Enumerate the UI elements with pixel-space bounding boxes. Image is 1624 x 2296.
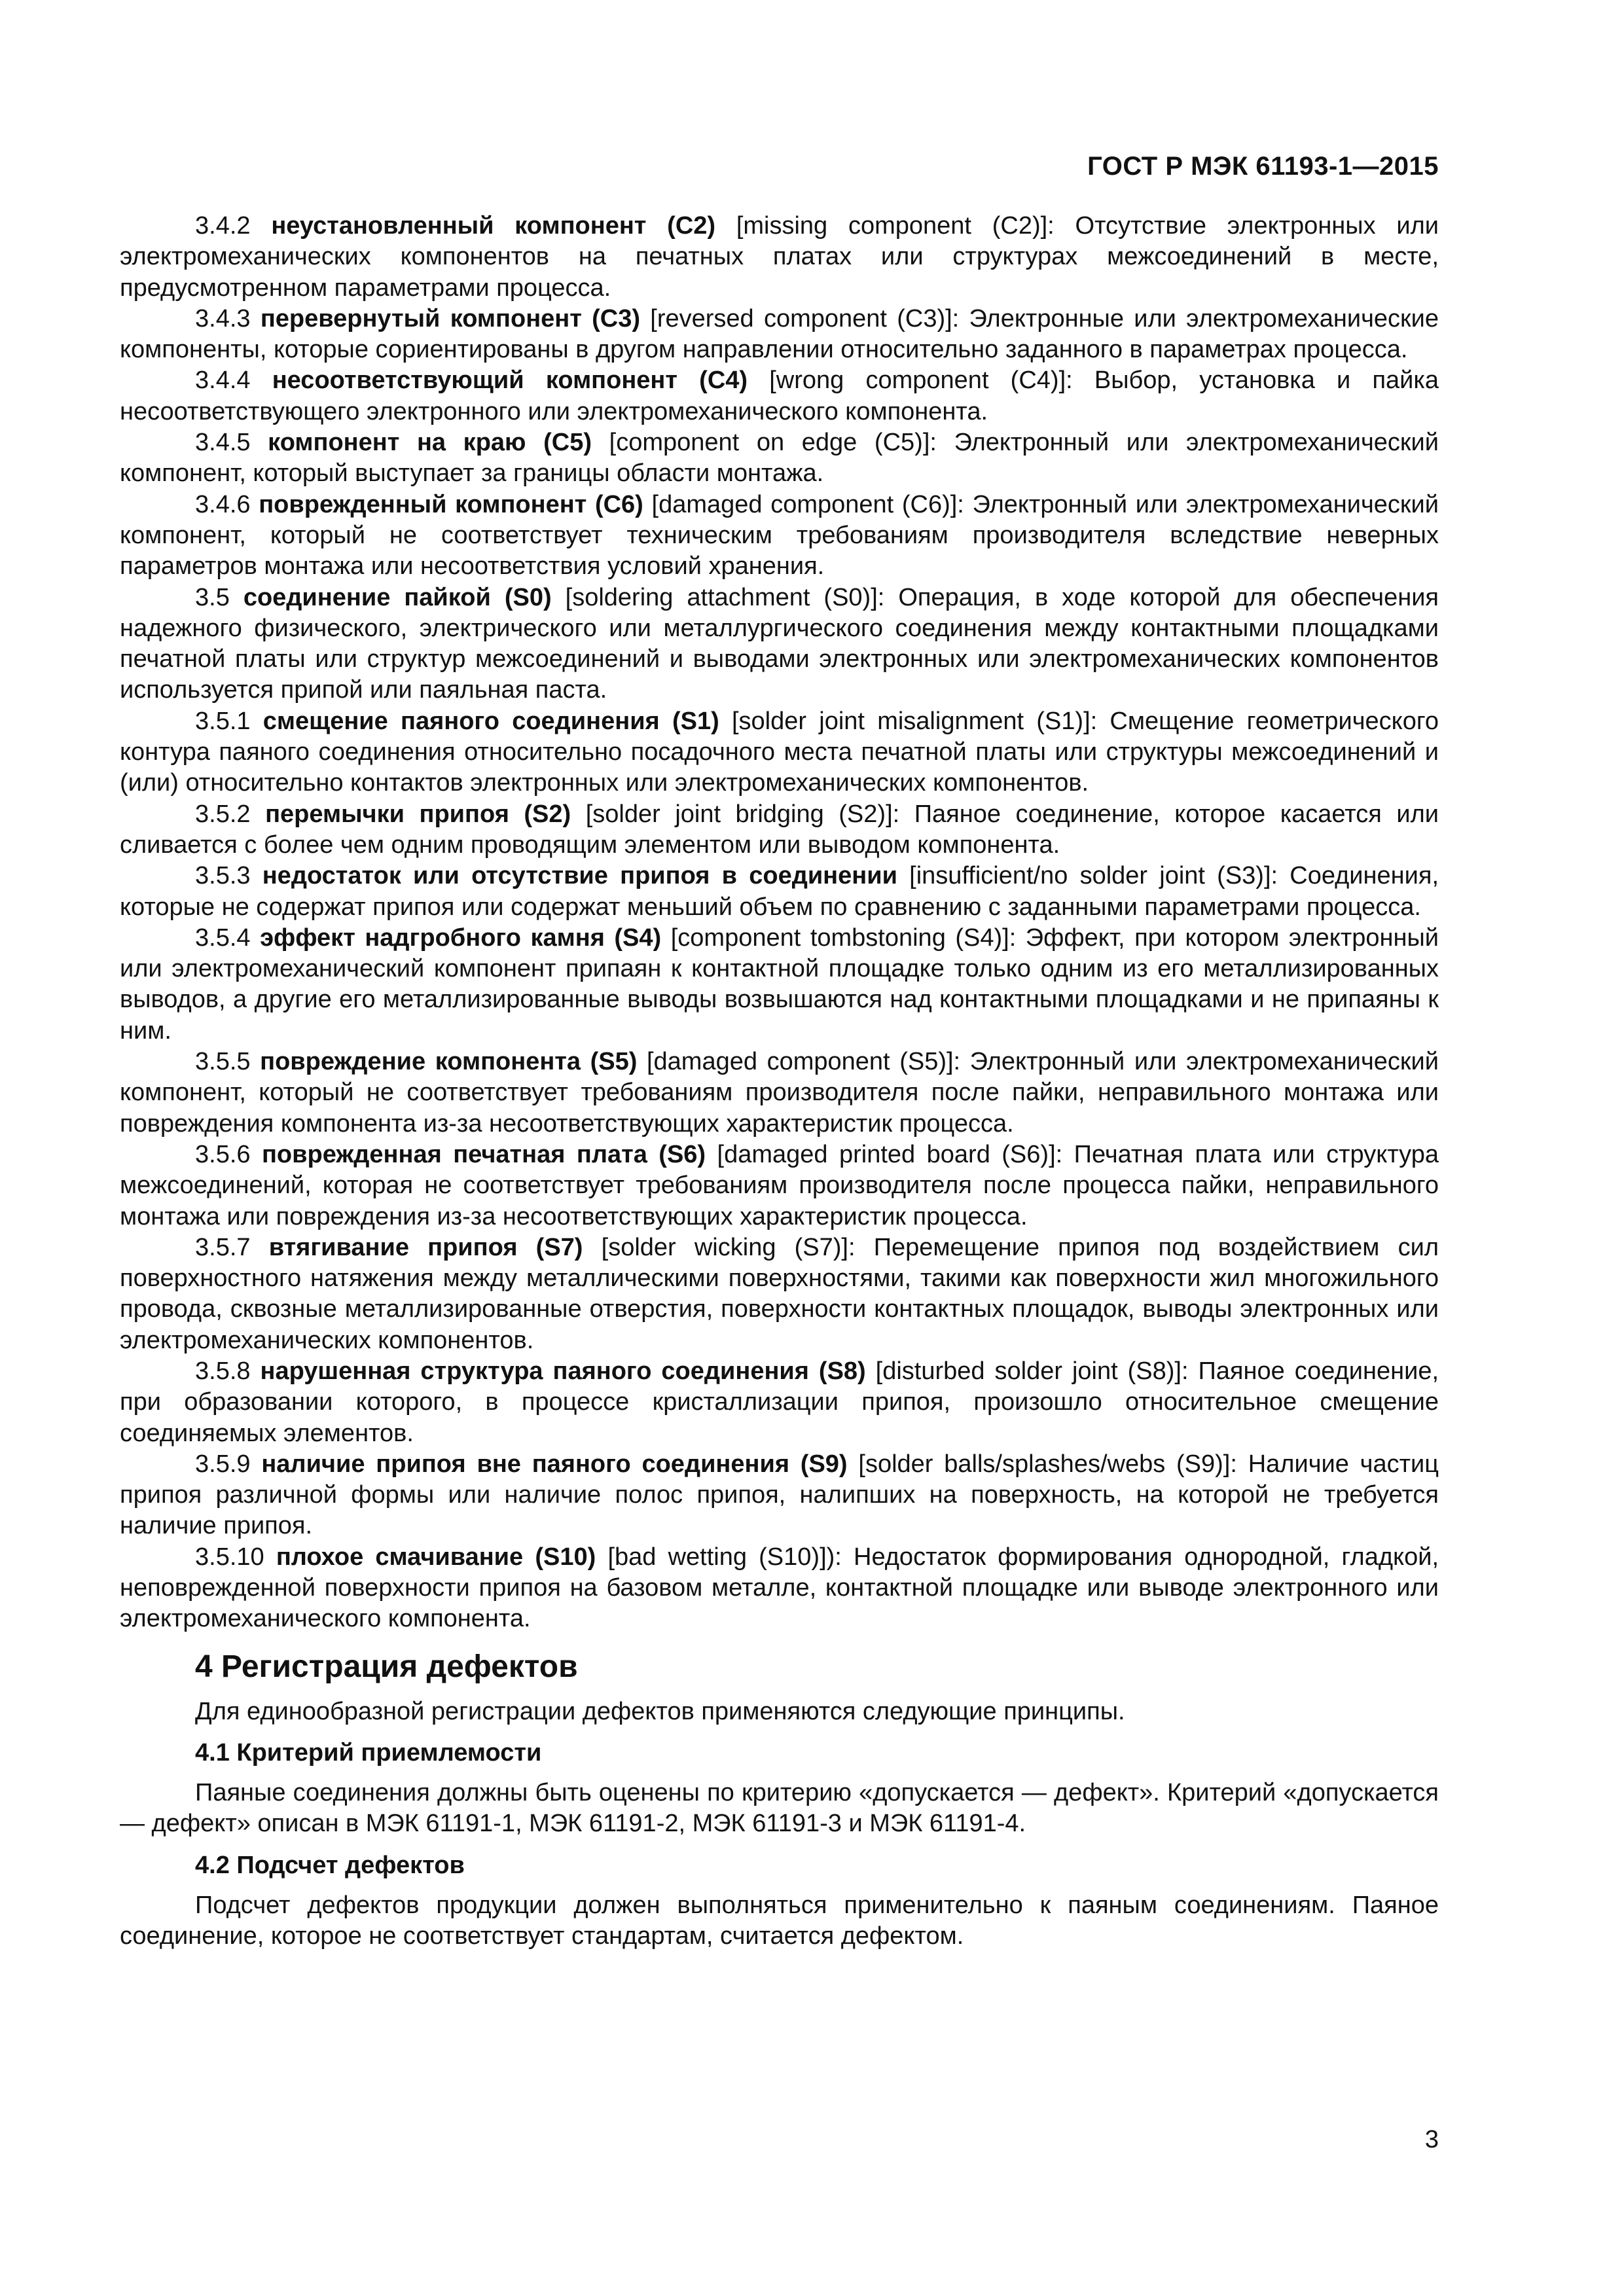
definition-entry [120, 1356, 1439, 1449]
entry-term: перевернутый компонент (С3) [260, 304, 640, 332]
definition-entry [120, 365, 1439, 427]
entry-number: 3.4.5 [195, 429, 251, 457]
page-number: 3 [1424, 2126, 1439, 2153]
entry-term: плохое смачивание (S10) [276, 1543, 596, 1571]
definition-entry [120, 583, 1439, 706]
entry-term: повреждение компонента (S5) [260, 1048, 638, 1076]
entry-term: неустановленный компонент (С2) [271, 212, 716, 240]
entry-number: 3.5.1 [195, 707, 251, 735]
entry-number: 3.5.5 [195, 1048, 251, 1076]
entry-text: [solder wicking (S7)]: Перемещение припоя под воздействием сил поверхностного натяжения между металлическими поверхностями, такими как поверхности жил многожильного провода, сквозные металлизированные отверстия, поверхности контактных площадок, выводы электронных или электромеханических компонентов. [120, 1233, 1439, 1354]
entry-number: 3.5.7 [195, 1233, 251, 1261]
document-body [120, 211, 1439, 1952]
entry-term: эффект надгробного камня (S4) [260, 924, 662, 952]
subsection-text-4-2: Подсчет дефектов продукции должен выполняться применительно к паяным соединениям. Паяное соединение, которое не соответствует стандартам, считается дефектом. [120, 1891, 1439, 1950]
entry-number: 3.4.3 [195, 304, 251, 332]
entry-number: 3.4.4 [195, 367, 251, 395]
entry-term: наличие припоя вне паяного соединения (S9) [261, 1450, 848, 1478]
entry-number: 3.5.9 [195, 1450, 251, 1478]
entry-term: смещение паяного соединения (S1) [262, 707, 719, 735]
definition-entry [120, 1139, 1439, 1232]
definition-entry [120, 211, 1439, 304]
entry-text: [component tombstoning (S4)]: Эффект, при котором электронный или электромеханический компонент припаян к контактной площадке только одним из его металлизированных выводов, а другие его металлизированные выводы возвышаются над контактными площадками и не припаяны к ним. [120, 924, 1439, 1045]
definition-entry [120, 427, 1439, 490]
entry-number: 3.5.2 [195, 800, 251, 828]
section-title: 4 Регистрация дефектов [195, 1649, 578, 1684]
entry-number: 3.5.3 [195, 862, 251, 890]
entry-text: [disturbed solder joint (S8)]: Паяное соединение, при образовании которого, в процессе кристаллизации припоя, произошло относительное смещение соединяемых элементов. [120, 1357, 1439, 1447]
entry-number: 3.5.6 [195, 1140, 251, 1168]
entry-text: [damaged component (S5)]: Электронный или электромеханический компонент, который не соответствует требованиям производителя после пайки, неправильного монтажа или повреждения компонента из-за несоответствующих характеристик процесса. [120, 1048, 1439, 1138]
entry-term: поврежденный компонент (С6) [259, 490, 643, 518]
definition-entry [120, 490, 1439, 583]
entry-number: 3.5.8 [195, 1357, 251, 1385]
definition-entry [120, 706, 1439, 799]
document-id-header: ГОСТ Р МЭК 61193-1—2015 [1087, 152, 1439, 181]
definition-entry [120, 1232, 1439, 1356]
entry-number: 3.5.10 [195, 1543, 264, 1571]
entry-term: несоответствующий компонент (С4) [272, 367, 748, 395]
definition-entry [120, 304, 1439, 366]
entry-term: нарушенная структура паяного соединения (S8) [260, 1357, 866, 1385]
entry-term: компонент на краю (С5) [268, 429, 592, 457]
entry-text: [soldering attachment (S0)]: Операция, в ходе которой для обеспечения надежного физического, электрического или металлургического соединения между контактными площадками печатной платы или структур межсоединений и выводами электронных или электромеханических компонентов используется припой или паяльная паста. [120, 583, 1439, 704]
entry-text: [reversed component (C3)]: Электронные или электромеханические компоненты, которые сориентированы в другом направлении относительно заданного в параметрах процесса. [120, 304, 1439, 364]
entry-text: [component on edge (C5)]: Электронный или электромеханический компонент, который выступает за границы области монтажа. [120, 429, 1439, 488]
entry-term: недостаток или отсутствие припоя в соединении [262, 862, 897, 890]
entry-text: [damaged component (C6)]: Электронный или электромеханический компонент, который не соответствует техническим требованиям производителя вследствие неверных параметров монтажа или несоответствия условий хранения. [120, 490, 1439, 581]
entry-text: [damaged printed board (S6)]: Печатная плата или структура межсоединений, которая не соответствует требованиям производителя после процесса пайки, неправильного монтажа или повреждения из-за несоответствующих характеристик процесса. [120, 1140, 1439, 1230]
entry-text: [solder joint bridging (S2)]: Паяное соединение, которое касается или сливается с более чем одним проводящим элементом или выводом компонента. [120, 800, 1439, 859]
entry-text: [bad wetting (S10)]): Недостаток формирования однородной, гладкой, неповрежденной поверхности припоя на базовом металле, контактной площадке или выводе электронного или электромеханического компонента. [120, 1543, 1439, 1633]
entry-number: 3.5 [195, 583, 230, 611]
subsection-text-4-1: Паяные соединения должны быть оценены по критерию «допускается — дефект». Критерий «допускается — дефект» описан в МЭК 61191-1, МЭК 61191-2, МЭК 61191-3 и МЭК 61191-4. [120, 1778, 1439, 1838]
definition-entry [120, 861, 1439, 923]
entry-text: [missing component (C2)]: Отсутствие электронных или электромеханических компонентов на печатных платах или структурах межсоединений в месте, предусмотренном параметрами процесса. [120, 212, 1439, 302]
entry-term: поврежденная печатная плата (S6) [261, 1140, 706, 1168]
definition-entry [120, 923, 1439, 1047]
subsection-title-4-2: 4.2 Подсчет дефектов [195, 1851, 465, 1879]
entry-number: 3.4.2 [195, 212, 251, 240]
entry-term: втягивание припоя (S7) [268, 1233, 583, 1261]
definition-entry [120, 1449, 1439, 1542]
definition-entry [120, 1542, 1439, 1635]
entry-text: [wrong component (C4)]: Выбор, установка и пайка несоответствующего электронного или электромеханического компонента. [120, 367, 1439, 425]
entry-number: 3.5.4 [195, 924, 251, 952]
definition-entry [120, 1047, 1439, 1139]
entry-number: 3.4.6 [195, 490, 251, 518]
entry-text: [insufficient/no solder joint (S3)]: Соединения, которые не содержат припоя или содержат меньший объем по сравнению с заданными параметрами процесса. [120, 862, 1439, 921]
entry-text: [solder joint misalignment (S1)]: Смещение геометрического контура паяного соединения относительно посадочного места печатной платы или структуры межсоединений и (или) относительно контактов электронных или электромеханических компонентов. [120, 707, 1439, 797]
definition-entry [120, 799, 1439, 861]
entry-term: соединение пайкой (S0) [243, 583, 552, 611]
entry-text: [solder balls/splashes/webs (S9)]: Наличие частиц припоя различной формы или наличие полос припоя, налипших на поверхность, на которой не требуется наличие припоя. [120, 1450, 1439, 1540]
section-intro: Для единообразной регистрации дефектов применяются следующие принципы. [195, 1697, 1125, 1725]
definitions-list [120, 211, 1439, 1635]
subsection-title-4-1: 4.1 Критерий приемлемости [195, 1738, 542, 1767]
entry-term: перемычки припоя (S2) [265, 800, 571, 828]
